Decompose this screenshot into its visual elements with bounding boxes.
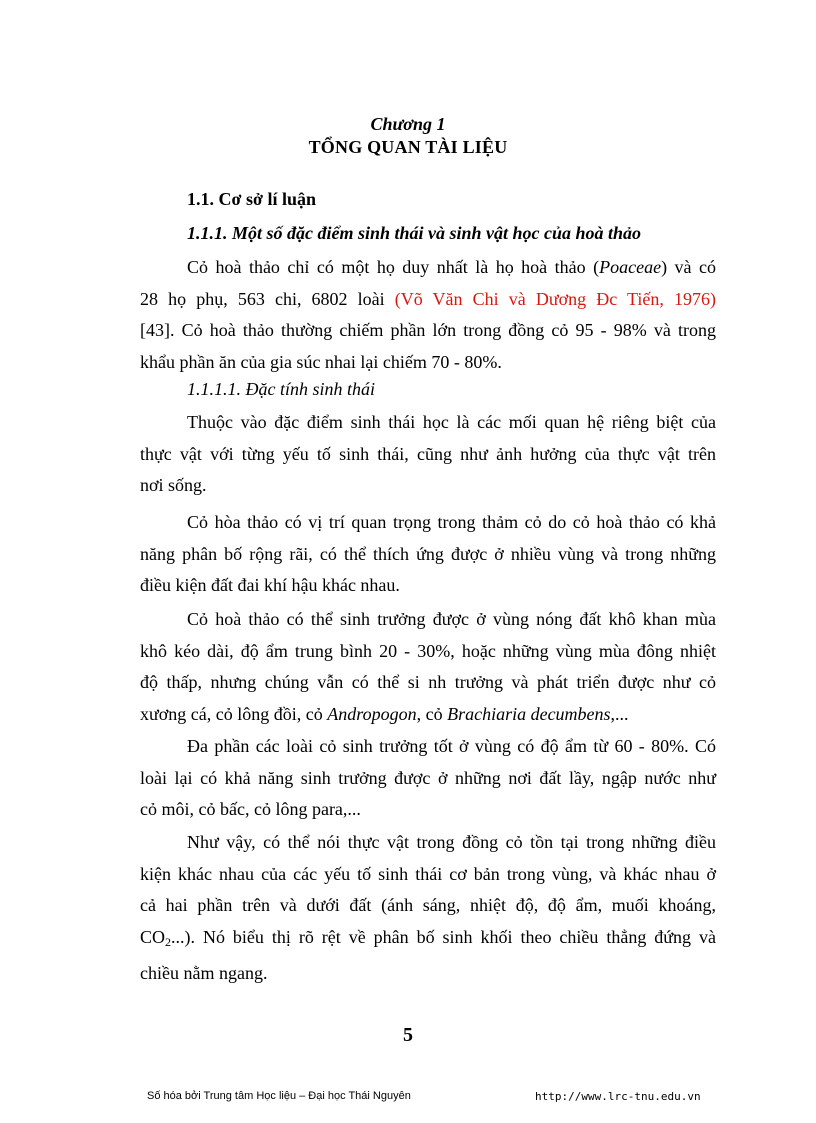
text-run: 28 họ phụ, 563 chi, 6802 loài: [140, 288, 395, 309]
paragraph-line: Như vậy, có thể nói thực vật trong đồng cỏ tồn tại trong những điều: [187, 832, 716, 852]
page-number: 5: [403, 1024, 413, 1046]
paragraph-5: [140, 731, 716, 826]
subscript: 2: [165, 934, 172, 949]
paragraph-line: thực vật với từng yếu tố sinh thái, cũng như ảnh hưởng của thực vật trên: [140, 443, 716, 464]
paragraph-line: [140, 699, 716, 731]
footer-credit: Số hóa bởi Trung tâm Học liệu – Đại học Thái Nguyên: [147, 1090, 411, 1102]
italic-term: Andropogon: [327, 703, 417, 724]
text-run: CO: [140, 926, 166, 947]
paragraph-line: khô kéo dài, độ ẩm trung bình 20 - 30%, hoặc những vùng mùa đông nhiệt: [140, 640, 716, 661]
paragraph-line: loài lại có khả năng sinh trưởng được ở những nơi đất lầy, ngập nước như: [140, 767, 716, 788]
citation-red: (Võ Văn Chi và Dương Đc Tiến, 1976): [394, 288, 717, 309]
paragraph-line: cỏ môi, cỏ bấc, cỏ lông para,...: [140, 799, 361, 819]
footer-url: http://www.lrc-tnu.edu.vn: [535, 1090, 701, 1103]
paragraph-line: [140, 284, 716, 316]
paragraph-line: độ thấp, nhưng chúng vẫn có thể si nh trưởng và phát triển được như cỏ: [140, 672, 716, 692]
paragraph-line: kiện khác nhau của các yếu tố sinh thái cơ bản trong vùng, và khác nhau ở: [140, 863, 716, 884]
paragraph-6: [140, 827, 716, 990]
text-run: ...). Nó biểu thị rõ rệt về phân bố sinh khối theo chiều thẳng đứng và: [171, 926, 716, 947]
section-heading-1-1-1: 1.1.1. Một số đặc điểm sinh thái và sinh vật học của hoà thảo: [187, 223, 642, 243]
text-run: ,...: [610, 703, 629, 724]
paragraph-line: điều kiện đất đai khí hậu khác nhau.: [140, 575, 400, 595]
text-run: Cỏ hoà thảo chỉ có một họ duy nhất là họ hoà thảo (: [187, 257, 600, 277]
italic-term: Brachiaria decumbens: [447, 703, 611, 724]
paragraph-line: [43]. Cỏ hoà thảo thường chiếm phần lớn trong đồng cỏ 95 - 98% và trong: [140, 320, 716, 340]
paragraph-line: cả hai phần trên và dưới đất (ánh sáng, nhiệt độ, độ ẩm, muối khoáng,: [140, 895, 716, 915]
paragraph-line: Cỏ hoà thảo có thể sinh trưởng được ở vùng nóng đất khô khan mùa: [187, 609, 716, 629]
paragraph-line: Cỏ hòa thảo có vị trí quan trọng trong thảm cỏ do cỏ hoà thảo có khả: [187, 512, 716, 532]
paragraph-1: [140, 252, 716, 378]
text-run: , cỏ: [416, 703, 448, 724]
paragraph-line: năng phân bố rộng rãi, có thể thích ứng được ở nhiều vùng và trong những: [140, 543, 716, 564]
paragraph-line: Đa phần các loài cỏ sinh trưởng tốt ở vùng có độ ẩm từ 60 - 80%. Có: [187, 736, 716, 756]
section-heading-1-1: 1.1. Cơ sở lí luận: [187, 189, 316, 209]
paragraph-4: [140, 604, 716, 730]
paragraph-line: [140, 252, 716, 284]
chapter-title: TỔNG QUAN TÀI LIỆU: [308, 137, 508, 157]
text-run: ) và có: [661, 257, 717, 277]
italic-term: Poaceae: [599, 257, 662, 277]
paragraph-line: khẩu phần ăn của gia súc nhai lại chiếm 70 - 80%.: [140, 351, 502, 372]
paragraph-line: [140, 922, 716, 959]
text-run: xương cá, cỏ lông đồi, cỏ: [140, 703, 328, 724]
paragraph-line: nơi sống.: [140, 475, 207, 495]
section-heading-1-1-1-1: 1.1.1.1. Đặc tính sinh thái: [187, 379, 375, 399]
paragraph-line: chiều nằm ngang.: [140, 963, 268, 983]
paragraph-3: [140, 507, 716, 602]
chapter-label: Chương 1: [370, 114, 446, 134]
paragraph-2: [140, 407, 716, 502]
paragraph-line: Thuộc vào đặc điểm sinh thái học là các mối quan hệ riêng biệt của: [187, 412, 716, 432]
